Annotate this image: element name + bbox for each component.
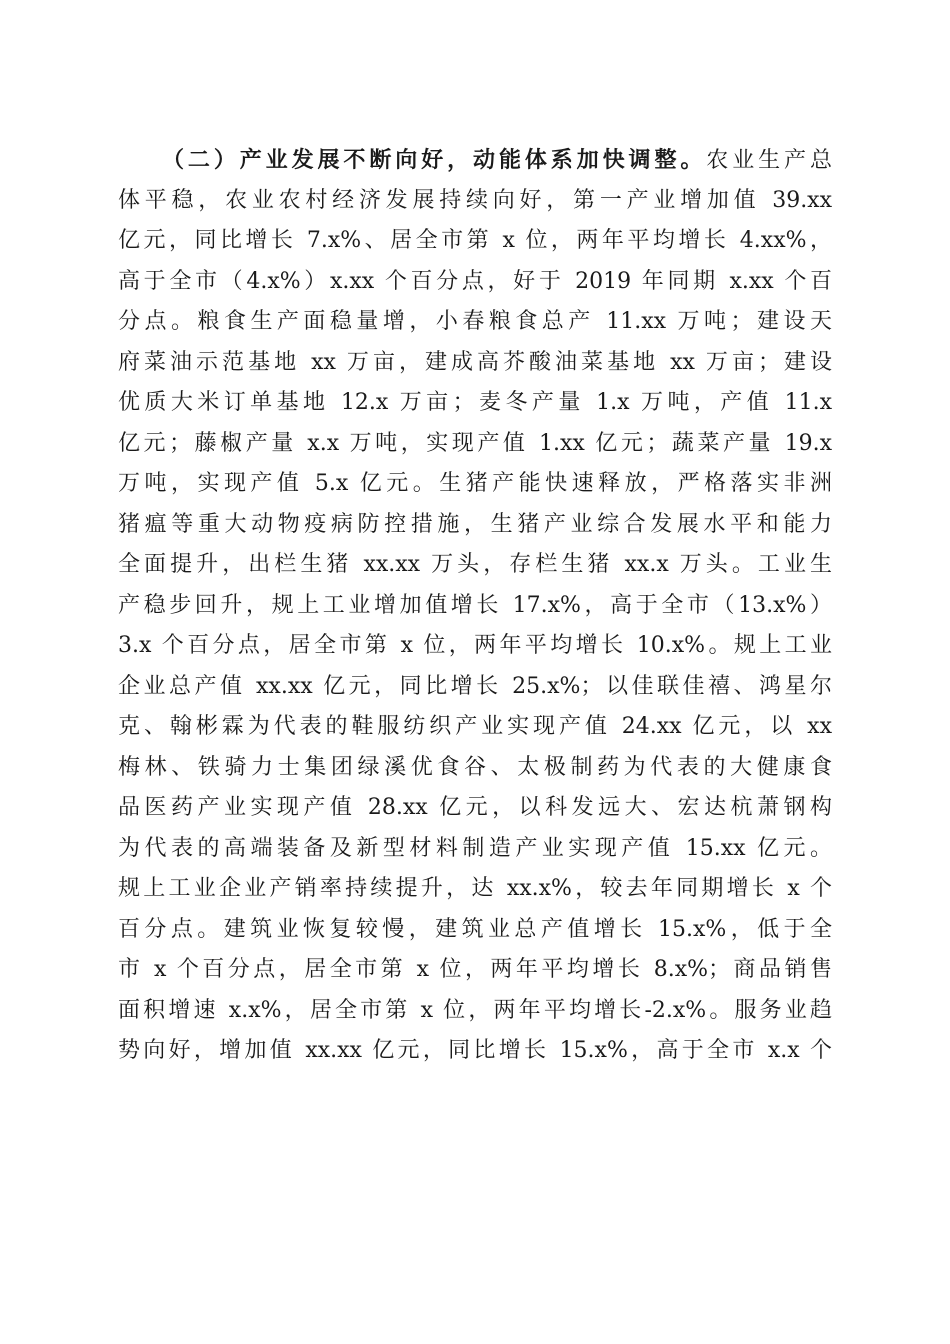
paragraph-line-2: 体平稳，农业农村经济发展持续向好，第一产业增加值 39.xx (118, 187, 832, 213)
paragraph-line-7: 优质大米订单基地 12.x 万亩；麦冬产量 1.x 万吨，产值 11.x (118, 390, 832, 415)
paragraph-line-9: 万吨，实现产值 5.x 亿元。生猪产能快速释放，严格落实非洲 (118, 471, 832, 496)
paragraph-line-13: 3.x 个百分点，居全市第 x 位，两年平均增长 10.x%。规上工业 (118, 633, 832, 658)
paragraph-line-10: 猪瘟等重大动物疫病防控措施，生猪产业综合发展水平和能力 (118, 511, 832, 537)
paragraph-line-21: 市 x 个百分点，居全市第 x 位，两年平均增长 8.x%；商品销售 (118, 957, 832, 982)
paragraph-line-17: 品医药产业实现产值 28.xx 亿元，以科发远大、宏达杭萧钢构 (118, 795, 832, 820)
section-heading-lead: （二）产业发展不断向好，动能体系加快调整。 (162, 147, 707, 173)
paragraph-line-14: 企业总产值 xx.xx 亿元，同比增长 25.x%；以佳联佳禧、鸿星尔 (118, 673, 832, 699)
first-line-text: 农业生产总 (706, 148, 832, 173)
paragraph-line-22: 面积增速 x.x%，居全市第 x 位，两年平均增长-2.x%。服务业趋 (118, 997, 832, 1023)
paragraph-line-3: 亿元，同比增长 7.x%、居全市第 x 位，两年平均增长 4.xx%， (118, 228, 832, 253)
paragraph-line-23: 势向好，增加值 xx.xx 亿元，同比增长 15.x%，高于全市 x.x 个 (118, 1038, 832, 1063)
paragraph-line-20: 百分点。建筑业恢复较慢，建筑业总产值增长 15.x%，低于全 (118, 916, 832, 942)
paragraph-line-11: 全面提升，出栏生猪 xx.xx 万头，存栏生猪 xx.x 万头。工业生 (118, 552, 832, 577)
paragraph-line-5: 分点。粮食生产面稳量增，小春粮食总产 11.xx 万吨；建设天 (118, 309, 832, 334)
paragraph-line-1 (118, 140, 832, 181)
paragraph-line-19: 规上工业企业产销率持续提升，达 xx.x%，较去年同期增长 x 个 (118, 876, 832, 901)
body-paragraph (118, 140, 832, 1072)
paragraph-line-16: 梅林、铁骑力士集团绿溪优食谷、太极制药为代表的大健康食 (118, 754, 832, 780)
paragraph-line-8: 亿元；藤椒产量 x.x 万吨，实现产值 1.xx 亿元；蔬菜产量 19.x (118, 430, 832, 456)
paragraph-line-15: 克、翰彬霖为代表的鞋服纺织产业实现产值 24.xx 亿元，以 xx (118, 714, 832, 739)
paragraph-line-12: 产稳步回升，规上工业增加值增长 17.x%，高于全市（13.x%） (118, 592, 832, 618)
paragraph-line-6: 府菜油示范基地 xx 万亩，建成高芥酸油菜基地 xx 万亩；建设 (118, 349, 832, 375)
paragraph-line-4: 高于全市（4.x%）x.xx 个百分点，好于 2019 年同期 x.xx 个百 (118, 268, 832, 294)
paragraph-line-18: 为代表的高端装备及新型材料制造产业实现产值 15.xx 亿元。 (118, 835, 832, 861)
